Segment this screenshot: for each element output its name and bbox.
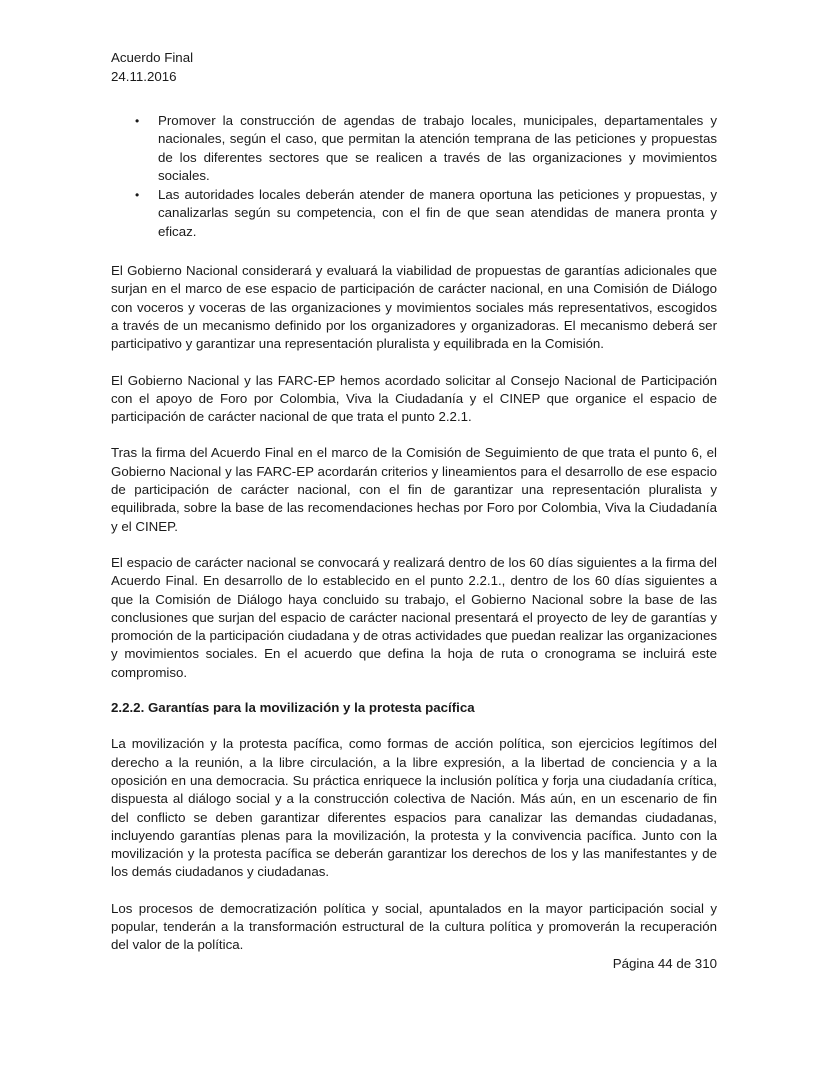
paragraph: Tras la firma del Acuerdo Final en el marco de la Comisión de Seguimiento de que trata el punto 6, el Gobierno Nacional y las FARC-EP acordarán criterios y lineamientos para el desarrollo de ese espacio de participación de carácter nacional, con el fin de garantizar una representación pluralista y equilibrada, sobre la base de las recomendaciones hechas por Foro por Colombia, Viva la Ciudadanía y el CINEP.	[111, 445, 717, 534]
paragraph: La movilización y la protesta pacífica, como formas de acción política, son ejercicios legítimos del derecho a la reunión, a la libre circulación, a la libre expresión, a la libertad de conciencia y a la oposición en una democracia. Su práctica enriquece la inclusión política y forja una ciudadanía crítica, dispuesta al diálogo social y a la construcción colectiva de Nación. Más aún, en un escenario de fin del conflicto se deben garantizar diferentes espacios para canalizar las demandas ciudadanas, incluyendo garantías plenas para la movilización, la protesta y la convivencia pacífica. Junto con la movilización y la protesta pacífica se deberán garantizar los derechos de los y las manifestantes y de los demás ciudadanos y ciudadanas.	[111, 736, 717, 880]
list-item-text: Promover la construcción de agendas de trabajo locales, municipales, departamentales y nacionales, según el caso, que permitan la atención temprana de las peticiones y propuestas de los diferentes sectores que se realicen a través de las organizaciones y movimientos sociales.	[158, 113, 717, 183]
document-date: 24.11.2016	[111, 68, 177, 84]
page-number: Página 44 de 310	[612, 956, 717, 971]
page-header	[111, 49, 193, 86]
paragraph: El espacio de carácter nacional se convocará y realizará dentro de los 60 días siguientes a la firma del Acuerdo Final. En desarrollo de lo establecido en el punto 2.2.1., dentro de los 60 días siguientes a que la Comisión de Diálogo haya concluido su trabajo, el Gobierno Nacional sobre la base de las conclusiones que surjan del espacio de carácter nacional presentará el proyecto de ley de garantías y promoción de la participación ciudadana y de otras actividades que puedan realizar las organizaciones y movimientos sociales. En el acuerdo que defina la hoja de ruta o cronograma se incluirá este compromiso.	[111, 554, 717, 680]
document-title: Acuerdo Final	[111, 50, 194, 65]
paragraph: El Gobierno Nacional y las FARC-EP hemos acordado solicitar al Consejo Nacional de Participación con el apoyo de Foro por Colombia, Viva la Ciudadanía y el CINEP que organice el espacio de participación de carácter nacional de que trata el punto 2.2.1.	[111, 372, 717, 425]
list-item	[111, 186, 717, 241]
bullet-list	[111, 112, 717, 241]
bullet-icon: •	[135, 114, 140, 128]
list-item-text: Las autoridades locales deberán atender de manera oportuna las peticiones y propuestas, y canalizarlas según su competencia, con el fin de que sean atendidas de manera pronta y eficaz.	[158, 187, 717, 239]
list-item	[111, 112, 717, 185]
paragraph: El Gobierno Nacional considerará y evaluará la viabilidad de propuestas de garantías adicionales que surjan en el marco de ese espacio de participación de carácter nacional, en una Comisión de Diálogo con voceros y voceras de las organizaciones y movimientos sociales más representativos, escogidos a través de un mecanismo definido por los organizadores y organizadoras. El mecanismo deberá ser participativo y garantizar una representación pluralista y equilibrada en la Comisión.	[111, 263, 717, 352]
page-body	[111, 112, 717, 973]
bullet-icon: •	[135, 188, 140, 203]
paragraph: Los procesos de democratización política y social, apuntalados en la mayor participación social y popular, tenderán a la transformación estructural de la cultura política y promoverán la recuperación del valor de la política.	[111, 900, 717, 953]
section-heading: 2.2.2. Garantías para la movilización y la protesta pacífica	[111, 700, 475, 716]
